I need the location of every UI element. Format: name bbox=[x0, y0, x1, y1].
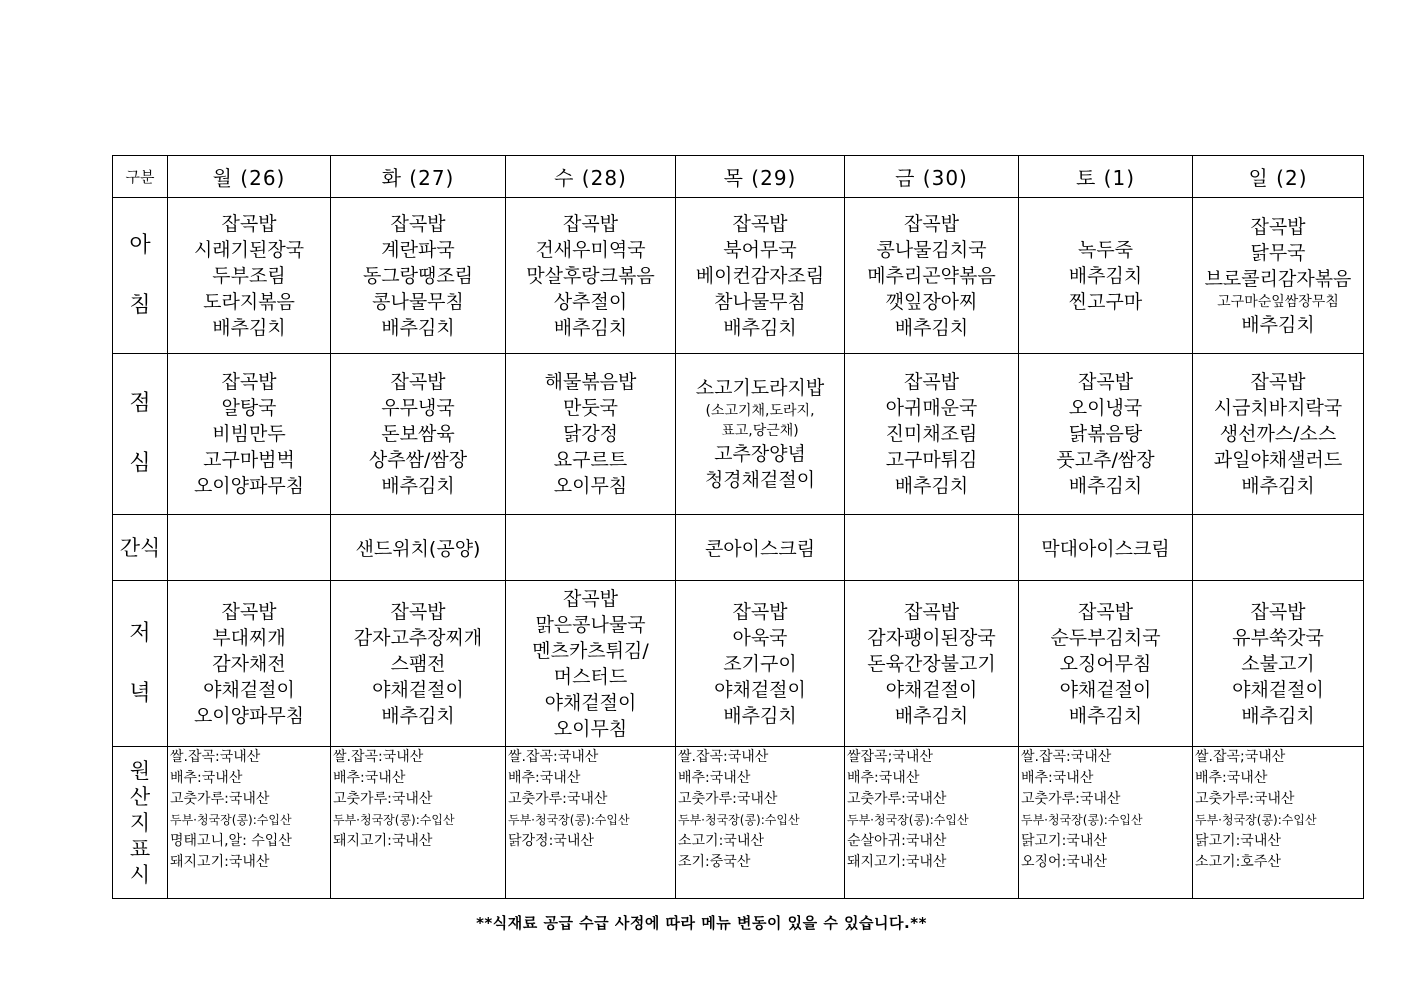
day-header-sun: 일 (2) bbox=[1193, 156, 1364, 198]
breakfast-thu: 잡곡밥 북어무국 베이컨감자조림 참나물무침 배추김치 bbox=[676, 198, 845, 354]
origin-row bbox=[113, 747, 1364, 899]
origin-sat: 쌀.잡곡:국내산 배추:국내산 고춧가루:국내산 두부·청국장(콩):수입산 닭고기:국내산 오징어:국내산 bbox=[1019, 747, 1193, 899]
lunch-tue: 잡곡밥 우무냉국 돈보쌈육 상추쌈/쌈장 배추김치 bbox=[331, 354, 506, 515]
dinner-row bbox=[113, 581, 1364, 747]
breakfast-label: 아 침 bbox=[113, 198, 168, 354]
origin-fri: 쌀잡곡;국내산 배추:국내산 고춧가루:국내산 두부·청국장(콩):수입산 순살아귀:국내산 돼지고기:국내산 bbox=[845, 747, 1019, 899]
breakfast-wed: 잡곡밥 건새우미역국 맛살후랑크볶음 상추절이 배추김치 bbox=[506, 198, 676, 354]
day-header-sat: 토 (1) bbox=[1019, 156, 1193, 198]
origin-tue: 쌀.잡곡:국내산 배추:국내산 고춧가루:국내산 두부·청국장(콩):수입산 돼지고기:국내산 bbox=[331, 747, 506, 899]
dinner-tue: 잡곡밥 감자고추장찌개 스팸전 야채겉절이 배추김치 bbox=[331, 581, 506, 747]
day-header-thu: 목 (29) bbox=[676, 156, 845, 198]
day-header-tue: 화 (27) bbox=[331, 156, 506, 198]
origin-sun: 쌀.잡곡;국내산 배추:국내산 고춧가루:국내산 두부·청국장(콩):수입산 닭고기:국내산 소고기:호주산 bbox=[1193, 747, 1364, 899]
snack-sat: 막대아이스크림 bbox=[1019, 515, 1193, 581]
corner-header: 구분 bbox=[113, 156, 168, 198]
lunch-sun: 잡곡밥 시금치바지락국 생선까스/소스 과일야채샐러드 배추김치 bbox=[1193, 354, 1364, 515]
dinner-thu: 잡곡밥 아욱국 조기구이 야채겉절이 배추김치 bbox=[676, 581, 845, 747]
snack-sun bbox=[1193, 515, 1364, 581]
lunch-thu: 소고기도라지밥 (소고기채,도라지, 표고,당근채) 고추장양념 청경채겉절이 bbox=[676, 354, 845, 515]
lunch-label: 점 심 bbox=[113, 354, 168, 515]
snack-label: 간식 bbox=[113, 515, 168, 581]
breakfast-sat: 녹두죽 배추김치 찐고구마 bbox=[1019, 198, 1193, 354]
breakfast-sun: 잡곡밥 닭무국 브로콜리감자볶음 고구마순잎쌈장무침 배추김치 bbox=[1193, 198, 1364, 354]
origin-mon: 쌀.잡곡:국내산 배추:국내산 고춧가루:국내산 두부·청국장(콩):수입산 명태고니,알: 수입산 돼지고기:국내산 bbox=[168, 747, 331, 899]
origin-wed: 쌀.잡곡:국내산 배추:국내산 고춧가루:국내산 두부·청국장(콩):수입산 닭강정:국내산 bbox=[506, 747, 676, 899]
snack-wed bbox=[506, 515, 676, 581]
header-row bbox=[113, 156, 1364, 198]
footnote: **식재료 공급 수급 사정에 따라 메뉴 변동이 있을 수 있습니다.** bbox=[476, 914, 927, 932]
day-header-fri: 금 (30) bbox=[845, 156, 1019, 198]
dinner-mon: 잡곡밥 부대찌개 감자채전 야채겉절이 오이양파무침 bbox=[168, 581, 331, 747]
lunch-wed: 해물볶음밥 만둣국 닭강정 요구르트 오이무침 bbox=[506, 354, 676, 515]
dinner-label: 저 녁 bbox=[113, 581, 168, 747]
breakfast-mon: 잡곡밥 시래기된장국 두부조림 도라지볶음 배추김치 bbox=[168, 198, 331, 354]
snack-mon bbox=[168, 515, 331, 581]
lunch-row bbox=[113, 354, 1364, 515]
snack-tue: 샌드위치(공양) bbox=[331, 515, 506, 581]
breakfast-row bbox=[113, 198, 1364, 354]
dinner-sat: 잡곡밥 순두부김치국 오징어무침 야채겉절이 배추김치 bbox=[1019, 581, 1193, 747]
snack-fri bbox=[845, 515, 1019, 581]
weekly-menu-table bbox=[112, 155, 1364, 899]
breakfast-fri: 잡곡밥 콩나물김치국 메추리곤약볶음 깻잎장아찌 배추김치 bbox=[845, 198, 1019, 354]
snack-row bbox=[113, 515, 1364, 581]
snack-thu: 콘아이스크림 bbox=[676, 515, 845, 581]
lunch-sat: 잡곡밥 오이냉국 닭볶음탕 풋고추/쌈장 배추김치 bbox=[1019, 354, 1193, 515]
origin-thu: 쌀.잡곡:국내산 배추:국내산 고춧가루:국내산 두부·청국장(콩):수입산 소고기:국내산 조기:중국산 bbox=[676, 747, 845, 899]
origin-label: 원 산 지 표 시 bbox=[113, 747, 168, 899]
lunch-mon: 잡곡밥 알탕국 비빔만두 고구마범벅 오이양파무침 bbox=[168, 354, 331, 515]
dinner-sun: 잡곡밥 유부쑥갓국 소불고기 야채겉절이 배추김치 bbox=[1193, 581, 1364, 747]
dinner-wed: 잡곡밥 맑은콩나물국 멘츠카츠튀김/ 머스터드 야채겉절이 오이무침 bbox=[506, 581, 676, 747]
breakfast-tue: 잡곡밥 계란파국 동그랑땡조림 콩나물무침 배추김치 bbox=[331, 198, 506, 354]
lunch-fri: 잡곡밥 아귀매운국 진미채조림 고구마튀김 배추김치 bbox=[845, 354, 1019, 515]
day-header-mon: 월 (26) bbox=[168, 156, 331, 198]
day-header-wed: 수 (28) bbox=[506, 156, 676, 198]
dinner-fri: 잡곡밥 감자팽이된장국 돈육간장불고기 야채겉절이 배추김치 bbox=[845, 581, 1019, 747]
